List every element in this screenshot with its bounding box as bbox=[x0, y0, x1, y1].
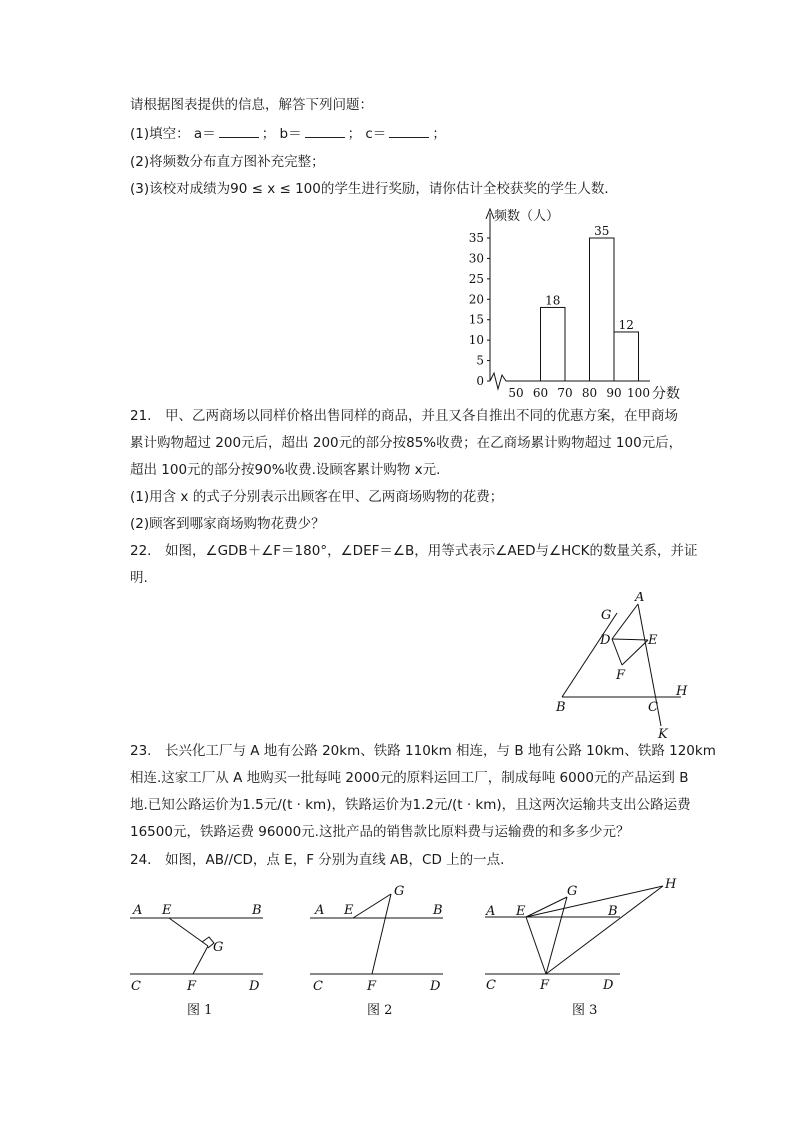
y-tick-label: 20 bbox=[468, 292, 484, 307]
fig1-label-E: E bbox=[162, 903, 172, 918]
separator: ； bbox=[347, 126, 362, 142]
x-tick-label: 60 bbox=[532, 386, 549, 400]
bar-data-label: 18 bbox=[545, 293, 561, 308]
line-AD bbox=[612, 604, 638, 639]
q20-b-label: b＝ bbox=[279, 126, 302, 142]
fig2-label-F: F bbox=[367, 979, 377, 994]
y-tick-label: 0 bbox=[476, 374, 484, 388]
q20-a-label: a＝ bbox=[193, 126, 216, 142]
fig3-label-F: F bbox=[540, 978, 550, 993]
label-E: E bbox=[648, 633, 658, 648]
segment-EG bbox=[353, 894, 391, 918]
y-axis-label: 频数（人） bbox=[494, 209, 560, 224]
y-tick-label: 15 bbox=[468, 312, 484, 327]
fig1-label-B: B bbox=[252, 903, 262, 918]
q20-part2: (2)将频数分布直方图补充完整； bbox=[130, 154, 325, 170]
q21-part1: (1)用含 x 的式子分别表示出顾客在甲、乙两商场购物的花费； bbox=[130, 489, 504, 505]
label-H: H bbox=[676, 684, 688, 699]
fig3-label-E: E bbox=[516, 904, 526, 919]
y-tick-label: 35 bbox=[468, 231, 484, 245]
segment-EF bbox=[526, 917, 546, 974]
label-D: D bbox=[600, 633, 611, 648]
y-tick-label: 5 bbox=[476, 353, 484, 368]
bar-data-label: 12 bbox=[618, 317, 634, 332]
q20-c-label: c＝ bbox=[365, 126, 387, 142]
line-BG bbox=[562, 613, 617, 697]
fig1-label-D: D bbox=[249, 979, 260, 994]
q21-line3: 超出 100元的部分按90%收费.设顾客累计购物 x元. bbox=[130, 462, 441, 478]
q20-part3: (3)该校对成绩为90 ≤ x ≤ 100的学生进行奖励，请你估计全校获奖的学生人数． bbox=[130, 181, 618, 197]
q20-part1-prefix: (1)填空： bbox=[130, 126, 190, 142]
fig3-label-B: B bbox=[608, 904, 618, 919]
fig1-caption: 图 1 bbox=[187, 1003, 213, 1018]
x-tick-label: 50 bbox=[508, 386, 524, 400]
line-DE bbox=[612, 639, 648, 640]
q24-figure-3 bbox=[480, 875, 680, 1020]
q20-part1 bbox=[130, 124, 446, 144]
fig2-label-G: G bbox=[394, 884, 405, 899]
a-blank[interactable] bbox=[219, 125, 259, 138]
label-F: F bbox=[616, 668, 626, 683]
fig2-label-A: A bbox=[315, 903, 325, 918]
q22-figure bbox=[545, 592, 705, 742]
q23-line1: 23. 长兴化工厂与 A 地有公路 20km、铁路 110km 相连，与 B 地有公路 10km、铁路 120km bbox=[130, 743, 716, 759]
fig3-label-A: A bbox=[486, 904, 496, 919]
label-C: C bbox=[648, 700, 658, 715]
q24-line1: 24. 如图，AB//CD，点 E，F 分别为直线 AB，CD 上的一点. bbox=[130, 852, 505, 868]
label-A: A bbox=[635, 592, 645, 605]
segment-EG bbox=[526, 897, 567, 917]
c-blank[interactable] bbox=[389, 125, 429, 138]
q24-figure-2 bbox=[305, 880, 455, 1020]
label-K: K bbox=[658, 727, 668, 742]
y-tick-label: 30 bbox=[468, 251, 484, 266]
fig2-label-E: E bbox=[344, 903, 354, 918]
y-tick-label: 25 bbox=[468, 271, 484, 286]
q21-part2: (2)顾客到哪家商场购物花费少？ bbox=[130, 516, 325, 532]
separator: ； bbox=[432, 126, 446, 142]
fig3-caption: 图 3 bbox=[572, 1003, 598, 1018]
fig1-label-A: A bbox=[133, 903, 143, 918]
fig2-label-D: D bbox=[430, 979, 441, 994]
line-DF bbox=[612, 639, 622, 665]
fig3-label-D: D bbox=[603, 978, 614, 993]
y-tick-label: 10 bbox=[468, 333, 484, 348]
fig2-caption: 图 2 bbox=[367, 1003, 393, 1018]
x-tick-label: 100 bbox=[627, 386, 650, 400]
fig1-label-G: G bbox=[213, 940, 224, 955]
label-B: B bbox=[556, 700, 566, 715]
q23-line3: 地.已知公路运价为1.5元/(t · km)，铁路运价为1.2元/(t · km)，且这两次运输共支出公路运费 bbox=[130, 797, 691, 813]
q24-figure-1 bbox=[125, 880, 275, 1020]
fig2-label-B: B bbox=[433, 903, 443, 918]
separator: ； bbox=[261, 126, 276, 142]
x-axis-label: 分数 bbox=[652, 386, 680, 402]
q22-line1: 22. 如图，∠GDB＋∠F＝180°，∠DEF＝∠B，用等式表示∠AED与∠HCK的数量关系，并证 bbox=[130, 543, 698, 559]
q23-line2: 相连.这家工厂从 A 地购买一批每吨 2000元的原料运回工厂，制成每吨 6000元的产品运到 B bbox=[130, 770, 689, 786]
fig3-label-C: C bbox=[486, 978, 496, 993]
histogram-bar bbox=[614, 332, 639, 381]
segment-GF bbox=[193, 946, 208, 974]
histogram-bar bbox=[590, 238, 615, 381]
q21-line1: 21. 甲、乙两商场以同样价格出售同样的商品，并且又各自推出不同的优惠方案，在甲商场 bbox=[130, 408, 678, 424]
fig3-label-H: H bbox=[665, 877, 677, 892]
x-tick-label: 90 bbox=[606, 386, 622, 400]
intro-text: 请根据图表提供的信息，解答下列问题： bbox=[130, 97, 373, 113]
q23-line4: 16500元，铁路运费 96000元.这批产品的销售款比原料费与运输费的和多多少元？ bbox=[130, 824, 630, 840]
segment-GF bbox=[372, 894, 391, 974]
bar-data-label: 35 bbox=[594, 224, 610, 238]
fig3-label-G: G bbox=[567, 884, 578, 899]
fig2-label-C: C bbox=[313, 979, 323, 994]
line-EF bbox=[622, 640, 648, 665]
x-tick-label: 80 bbox=[581, 386, 598, 400]
x-tick-label: 70 bbox=[557, 386, 573, 400]
histogram-bar bbox=[541, 307, 566, 381]
q22-line2: 明. bbox=[130, 570, 148, 586]
fig1-label-F: F bbox=[187, 979, 197, 994]
q21-line2: 累计购物超过 200元后，超出 200元的部分按85%收费；在乙商场累计购物超过 100元后， bbox=[130, 435, 683, 451]
frequency-histogram bbox=[450, 205, 700, 405]
fig1-label-C: C bbox=[131, 979, 141, 994]
b-blank[interactable] bbox=[305, 125, 345, 138]
label-G: G bbox=[601, 608, 612, 623]
